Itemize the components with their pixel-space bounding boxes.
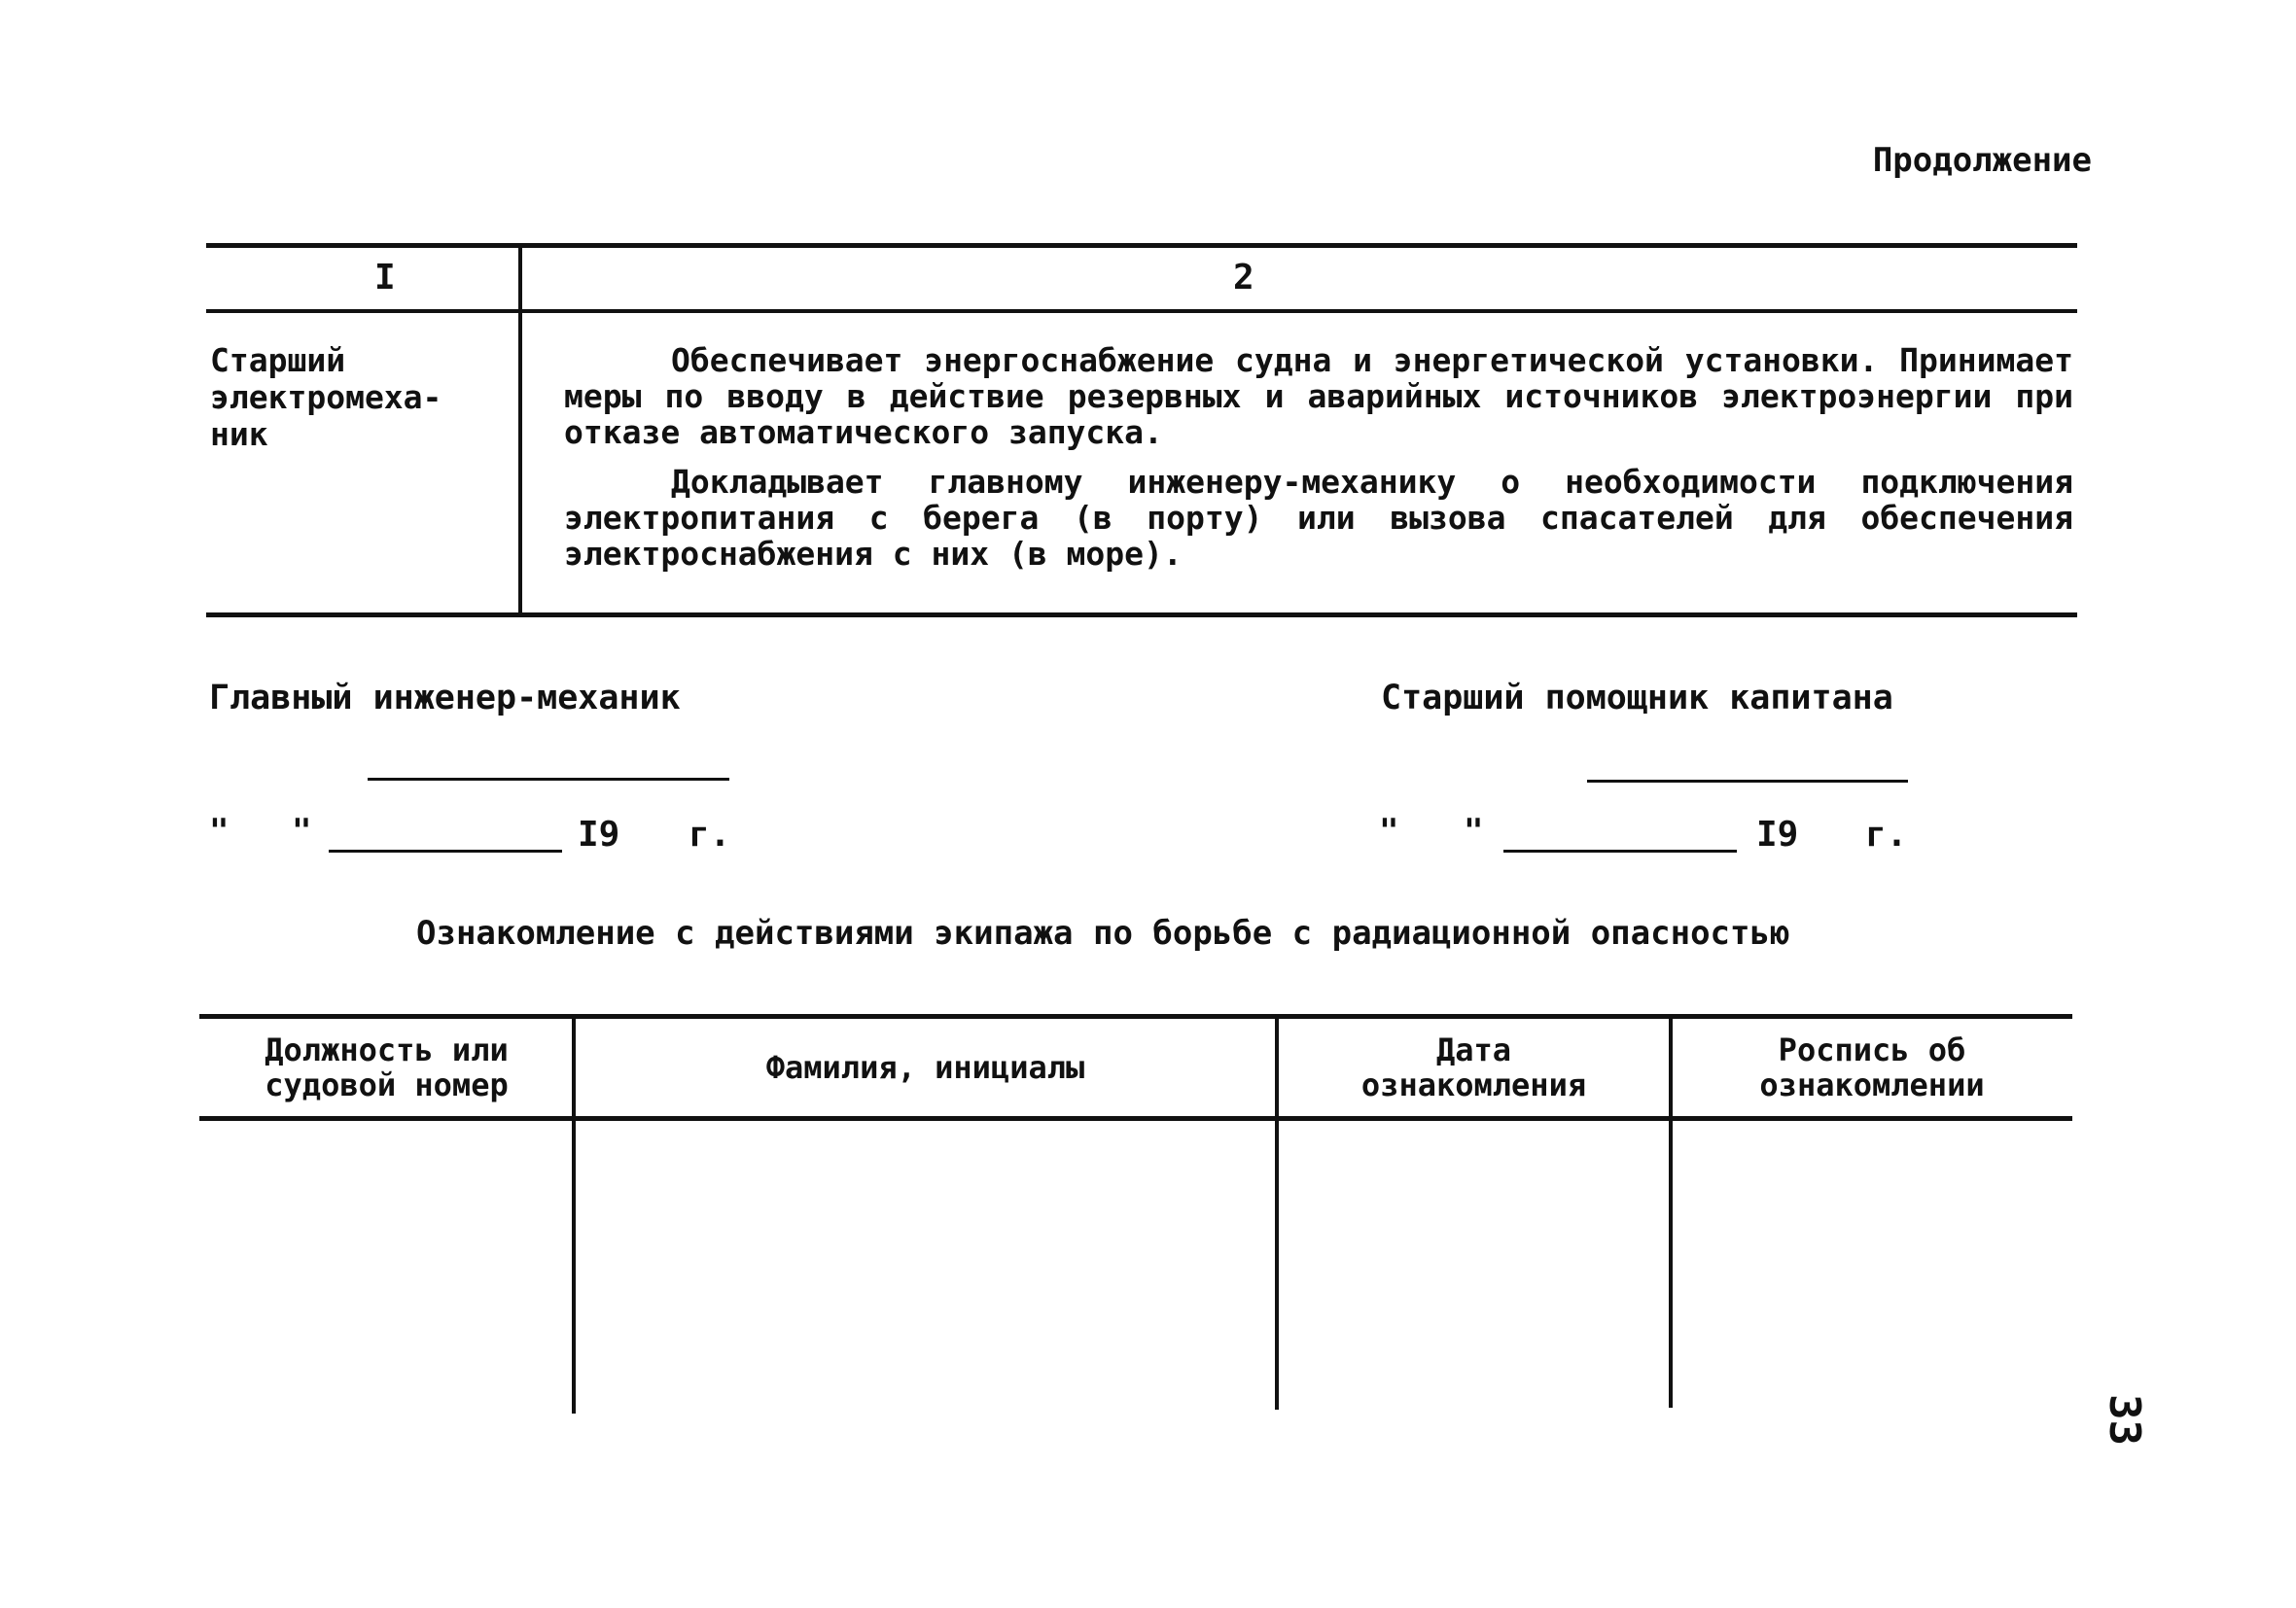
duty-paragraph-1: Обеспечивает энергоснабжение судна и энергетической установки. Принимает меры по вводу в действие резервных и аварийных источников электроэнергии при отказе автоматического запуска.: [564, 341, 2073, 451]
date-quote-open: ": [209, 812, 230, 851]
table-header-rule: [199, 1116, 2072, 1121]
header-name: Фамилия, инициалы: [765, 1049, 1085, 1086]
year-suffix: г.: [1865, 815, 1908, 855]
year-prefix: I9: [578, 815, 620, 855]
column-header-2: 2: [1233, 258, 1254, 297]
date-line: [1503, 850, 1737, 853]
signature-line: [368, 778, 729, 781]
duty-paragraph-2: Докладывает главному инженеру-механику о необходимости подключения электропитания с берега (в порту) или вызова спасателей для обеспечения электроснабжения с них (в море).: [564, 463, 2073, 573]
duty-description: [564, 342, 2073, 572]
header-signature: Роспись об ознакомлении: [1759, 1031, 1985, 1103]
date-quote-close: ": [1464, 812, 1484, 851]
table-header-rule: [206, 309, 2077, 313]
header-position: Должность или судовой номер: [265, 1031, 509, 1103]
date-line: [329, 850, 562, 853]
continuation-label: Продолжение: [1872, 141, 2092, 180]
table-top-rule: [206, 243, 2077, 248]
header-date: Дата ознакомления: [1360, 1031, 1587, 1103]
table-top-rule: [199, 1014, 2072, 1019]
signature-line: [1587, 780, 1908, 783]
date-quote-close: ": [292, 812, 312, 851]
table-column-divider: [518, 245, 522, 614]
role-cell: Старший электромеха- ник: [210, 341, 442, 453]
table-bottom-rule: [206, 612, 2077, 617]
page-number: 33: [2100, 1394, 2150, 1446]
chief-engineer-title: Главный инженер-механик: [209, 679, 681, 717]
date-quote-open: ": [1379, 812, 1399, 851]
year-prefix: I9: [1756, 815, 1799, 855]
familiarization-title: Ознакомление с действиями экипажа по борьбе с радиационной опасностью: [416, 914, 1790, 953]
chief-mate-title: Старший помощник капитана: [1381, 679, 1893, 717]
year-suffix: г.: [689, 815, 731, 855]
column-header-1: I: [374, 258, 396, 297]
